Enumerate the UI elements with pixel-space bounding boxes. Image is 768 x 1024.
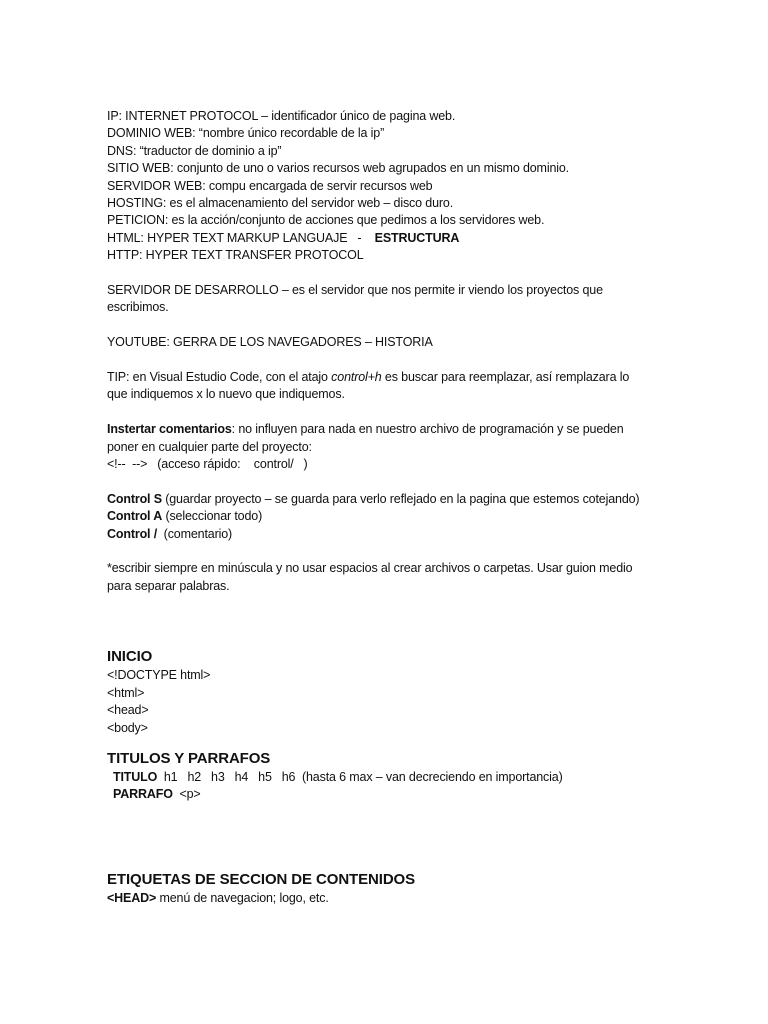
definition-servidor: SERVIDOR WEB: compu encargada de servir recursos web [107,178,433,193]
nota-paragraph: *escribir siempre en minúscula y no usar espacios al crear archivos o carpetas. Usar guion medio para separar palabras. [107,561,633,593]
parrafo-text: <p> [172,787,201,802]
comentarios-text: : no influyen para nada en nuestro archivo de programación y se pueden poner en cualquier parte del proyecto: [107,422,624,454]
titulo-text: h1 h2 h3 h4 h5 h6 (hasta 6 max – van decreciendo en importancia) [157,769,563,784]
definition-dns: DNS: “traductor de dominio a ip” [107,143,282,158]
code-line: <body> [107,720,148,735]
shortcut-key: Control / [107,526,158,541]
titulo-label: TITULO [113,769,158,784]
definition-hosting: HOSTING: es el almacenamiento del servidor web – disco duro. [107,196,454,211]
tip-suffix: es buscar para reemplazar, así remplazara lo que indiquemos x lo nuevo que indiquemos. [107,370,630,402]
comentarios-paragraph [107,421,647,456]
tip-prefix: TIP: en Visual Estudio Code, con el atajo [107,370,332,385]
tip-paragraph [107,369,647,404]
definition-html [107,230,747,247]
head-tag: <HEAD> [107,890,157,905]
definition-http: HTTP: HYPER TEXT TRANSFER PROTOCOL [107,248,364,263]
servidor-desarrollo-paragraph: SERVIDOR DE DESARROLLO – es el servidor que nos permite ir viendo los proyectos que escribimos. [107,283,603,315]
section-heading-inicio: INICIO [107,648,153,666]
code-line: <!DOCTYPE html> [107,668,211,683]
section-heading-titulos: TITULOS Y PARRAFOS [107,749,271,767]
shortcut-desc: (guardar proyecto – se guarda para verlo reflejado en la pagina que estemos cotejando) [161,491,640,506]
head-tag-line [107,890,747,907]
tip-shortcut: control+h [331,370,382,385]
parrafo-label: PARRAFO [113,787,173,802]
shortcut-line [107,526,747,543]
shortcut-desc: (comentario) [157,526,233,541]
definition-html-bold: ESTRUCTURA [374,230,460,245]
youtube-note: YOUTUBE: GERRA DE LOS NAVEGADORES – HISTORIA [107,335,433,350]
parrafo-line [107,786,747,803]
titulo-line [107,769,747,786]
shortcut-line [107,508,747,525]
comentarios-syntax: <!-- --> (acceso rápido: control/ ) [107,457,308,472]
shortcut-key: Control S [107,491,162,506]
definition-ip: IP: INTERNET PROTOCOL – identificador único de pagina web. [107,109,456,123]
comentarios-bold: Instertar comentarios [107,422,232,437]
head-tag-text: menú de navegacion; logo, etc. [156,890,329,905]
definition-html-text: HTML: HYPER TEXT MARKUP LANGUAJE - [107,230,375,245]
definition-peticion: PETICION: es la acción/conjunto de acciones que pedimos a los servidores web. [107,213,545,228]
definition-sitio: SITIO WEB: conjunto de uno o varios recursos web agrupados en un mismo dominio. [107,161,569,176]
shortcut-key: Control A [107,509,163,524]
definition-dominio: DOMINIO WEB: “nombre único recordable de la ip” [107,126,385,141]
code-line: <html> [107,685,145,700]
shortcut-desc: (seleccionar todo) [162,509,263,524]
code-line: <head> [107,703,149,718]
section-heading-etiquetas: ETIQUETAS DE SECCION DE CONTENIDOS [107,870,416,888]
shortcut-line [107,491,747,508]
document-page [107,108,747,907]
